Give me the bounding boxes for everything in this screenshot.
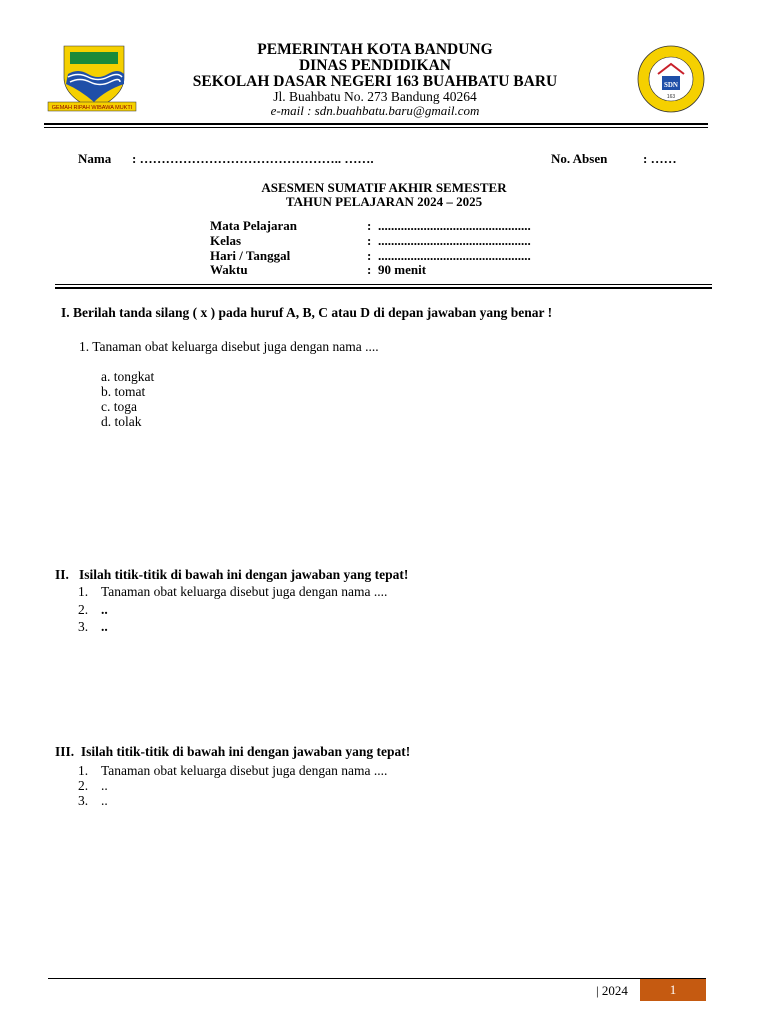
section2-item-number: 2.	[78, 602, 89, 617]
option-b: b. tomat	[101, 384, 146, 399]
field-value: ...............................................	[378, 233, 531, 248]
field-label: Kelas	[210, 233, 242, 248]
section3-item-number: 1.	[78, 763, 89, 778]
section3-heading: III. Isilah titik-titik di bawah ini dengan jawaban yang tepat!	[55, 744, 411, 759]
svg-text:163: 163	[666, 94, 676, 100]
header-divider-thick	[44, 123, 708, 125]
option-a: a. tongkat	[101, 369, 155, 384]
section2-item-text: ..	[101, 602, 108, 617]
name-field: : ……………………………………….. …….	[132, 151, 374, 166]
name-label: Nama	[78, 151, 112, 166]
header-gov-line: PEMERINTAH KOTA BANDUNG	[257, 41, 493, 58]
field-value: ...............................................	[378, 218, 531, 233]
section2-item-text: Tanaman obat keluarga disebut juga dengan nama ....	[101, 584, 388, 599]
footer-year: | 2024	[596, 983, 628, 998]
svg-text:SDN: SDN	[663, 81, 679, 89]
field-label: Mata Pelajaran	[210, 218, 298, 233]
school-logo	[636, 44, 706, 114]
section2-item-text: ..	[101, 619, 108, 634]
section-divider-bottom	[55, 287, 712, 289]
section2-item-number: 1.	[78, 584, 89, 599]
section3-item-text: ..	[101, 778, 108, 793]
field-colon: :	[367, 218, 372, 233]
field-label: Waktu	[210, 262, 248, 277]
section2-heading: II. Isilah titik-titik di bawah ini dengan jawaban yang tepat!	[55, 567, 409, 582]
city-logo	[44, 44, 140, 116]
section3-item-number: 3.	[78, 793, 89, 808]
field-colon: :	[367, 262, 372, 277]
footer-divider	[48, 978, 706, 979]
field-value: 90 menit	[378, 262, 427, 277]
absen-field: : ……	[643, 151, 677, 166]
absen-label: No. Absen	[551, 151, 608, 166]
exam-year: TAHUN PELAJARAN 2024 – 2025	[285, 194, 483, 209]
option-d: d. tolak	[101, 414, 142, 429]
option-c: c. toga	[101, 399, 137, 414]
field-colon: :	[367, 233, 372, 248]
header-divider-thin	[44, 127, 708, 128]
section3-item-text: ..	[101, 793, 108, 808]
header-email: e-mail : sdn.buahbatu.baru@gmail.com	[270, 103, 480, 118]
page-number: 1	[669, 982, 677, 997]
section1-question: 1. Tanaman obat keluarga disebut juga dengan nama ....	[79, 339, 379, 354]
header-dept-line: DINAS PENDIDIKAN	[298, 57, 451, 74]
field-value: ...............................................	[378, 248, 531, 263]
header-address: Jl. Buahbatu No. 273 Bandung 40264	[273, 89, 477, 104]
footer-page-box	[640, 979, 706, 1001]
section1-heading: I. Berilah tanda silang ( x ) pada huruf A, B, C atau D di depan jawaban yang benar !	[61, 305, 553, 320]
exam-title: ASESMEN SUMATIF AKHIR SEMESTER	[261, 180, 507, 195]
field-colon: :	[367, 248, 372, 263]
section-divider-top	[55, 284, 712, 285]
section2-item-number: 3.	[78, 619, 89, 634]
city-logo-motto: GEMAH RIPAH WIBAWA MUKTI	[51, 105, 133, 111]
header-school-line: SEKOLAH DASAR NEGERI 163 BUAHBATU BARU	[192, 73, 558, 90]
section3-item-number: 2.	[78, 778, 89, 793]
field-label: Hari / Tanggal	[210, 248, 291, 263]
section3-item-text: Tanaman obat keluarga disebut juga dengan nama ....	[101, 763, 388, 778]
